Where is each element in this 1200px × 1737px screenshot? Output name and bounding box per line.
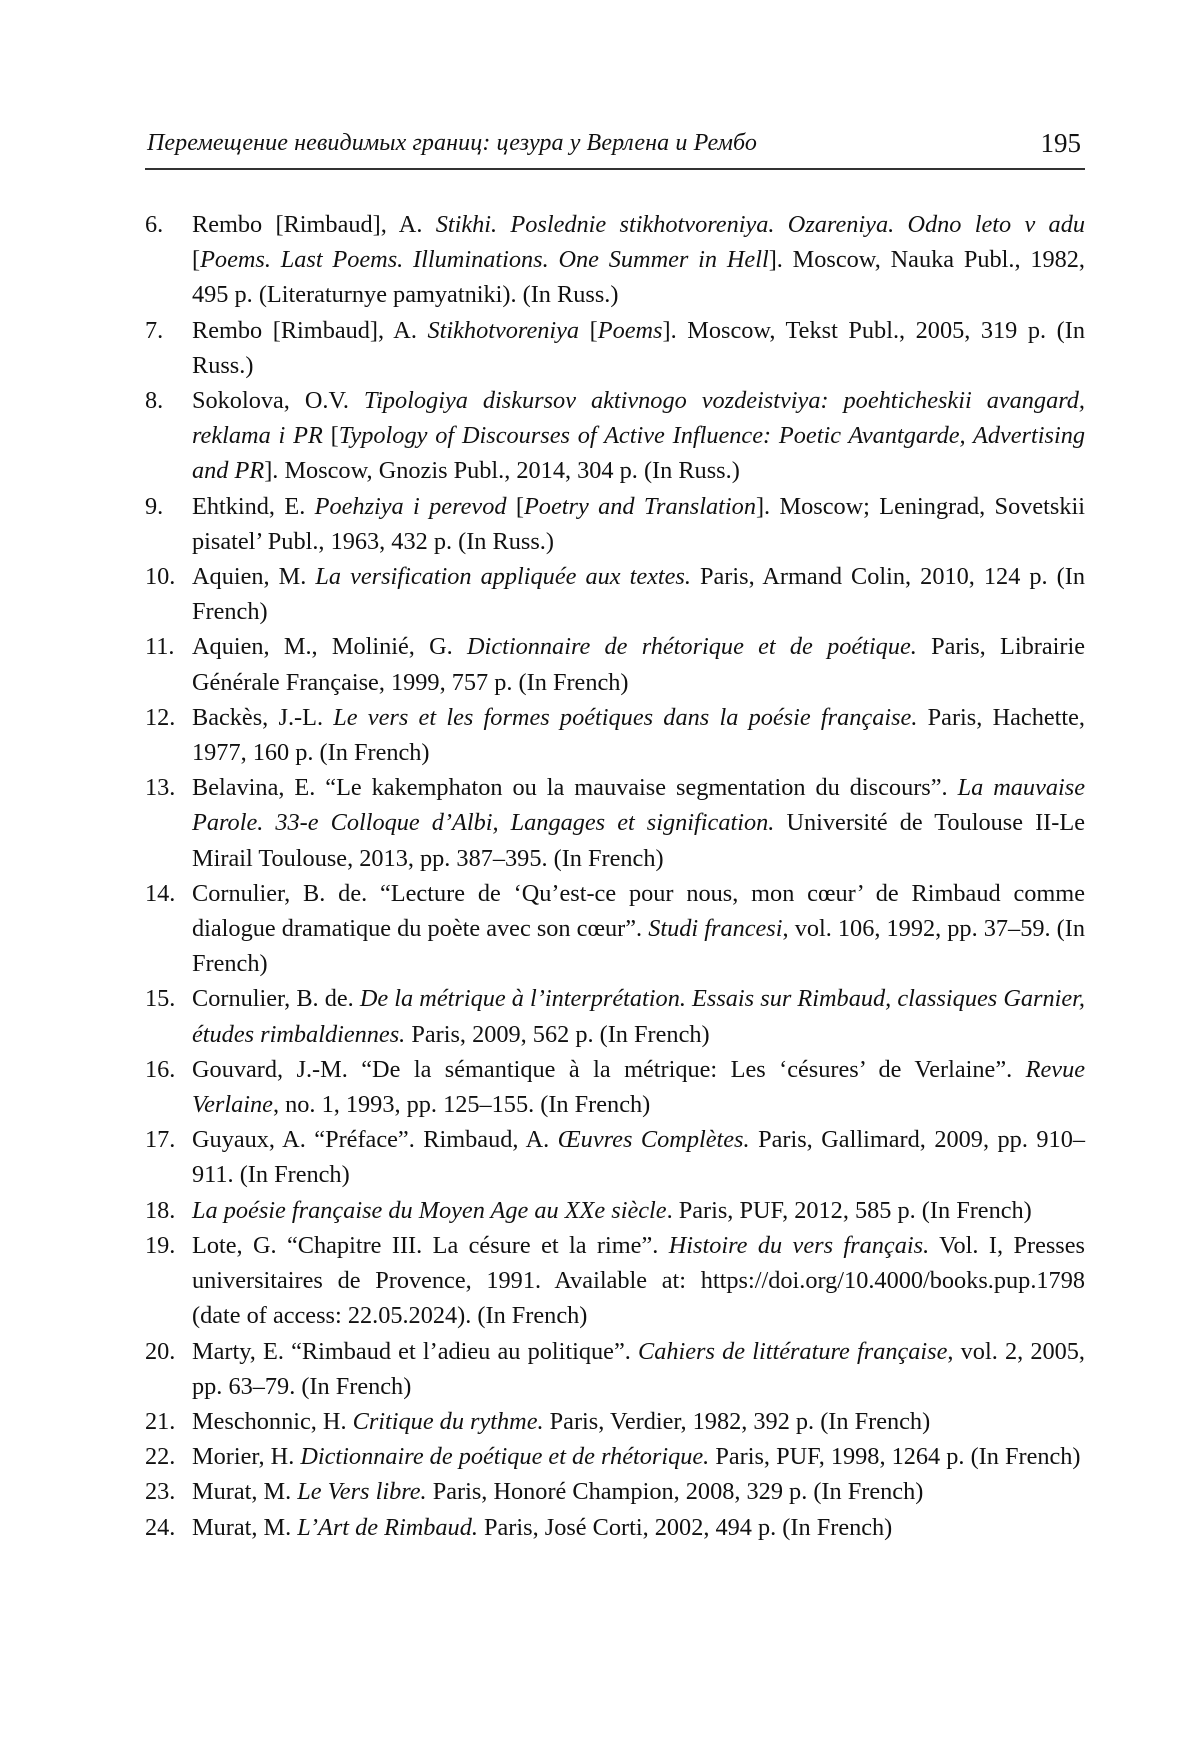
reference-number: 6. <box>145 211 164 238</box>
reference-item <box>145 700 1085 770</box>
reference-text <box>192 1439 1085 1474</box>
reference-text-segment: Paris, José Corti, 2002, 494 p. (In French) <box>477 1513 893 1541</box>
reference-text <box>192 1193 1085 1228</box>
reference-item <box>145 1334 1085 1404</box>
page-number: 195 <box>1040 128 1081 158</box>
reference-title-italic: Œuvres Complètes. <box>557 1126 750 1154</box>
running-header <box>145 128 1085 170</box>
reference-text-segment: ]. Moscow, Gnozis Publ., 2014, 304 p. (In Russ.) <box>264 457 740 485</box>
reference-title-italic: Poems. Last Poems. Illuminations. One Summer in Hell <box>200 246 769 274</box>
reference-text <box>192 1404 1085 1439</box>
reference-title-italic: La poésie française du Moyen Age au XXe siècle <box>192 1196 667 1224</box>
reference-text-segment: Aquien, M. <box>192 563 316 591</box>
reference-text-segment: Guyaux, A. “Préface”. Rimbaud, A. <box>192 1126 558 1154</box>
reference-text-segment: Cornulier, B. de. <box>192 985 360 1013</box>
reference-text-segment: ]. Moscow, Tekst Publ., 2005, 319 p. (In Russ.) <box>192 316 1085 379</box>
reference-text-segment: , no. 1, 1993, pp. 125–155. (In French) <box>272 1091 651 1119</box>
reference-text <box>192 629 1085 699</box>
reference-text-segment: . Paris, PUF, 2012, 585 p. (In French) <box>666 1196 1032 1224</box>
reference-item <box>145 770 1085 876</box>
reference-text <box>192 1474 1085 1509</box>
reference-number: 17. <box>145 1126 176 1154</box>
reference-text <box>192 489 1085 559</box>
reference-text-segment: Lote, G. “Chapitre III. La césure et la rime”. <box>192 1231 669 1259</box>
reference-item <box>145 559 1085 629</box>
reference-title-italic: Le vers et les formes poétiques dans la poésie française. <box>333 703 918 731</box>
reference-item <box>145 1474 1085 1509</box>
reference-text-segment: Paris, Armand Colin, 2010, 124 p. (In French) <box>192 563 1085 626</box>
reference-number: 13. <box>145 774 176 802</box>
reference-item <box>145 981 1085 1051</box>
reference-item <box>145 1193 1085 1228</box>
reference-title-italic: Tipologiya diskursov aktivnogo vozdeistviya: poehticheskii avangard, reklama i PR <box>192 387 1085 450</box>
reference-title-italic: Dictionnaire de rhétorique et de poétique. <box>467 633 917 661</box>
reference-number: 10. <box>145 563 176 591</box>
reference-text-segment: Paris, Honoré Champion, 2008, 329 p. (In French) <box>426 1478 924 1506</box>
reference-text-segment: Morier, H. <box>192 1443 301 1471</box>
reference-title-italic: Revue Verlaine <box>192 1055 1085 1119</box>
reference-title-italic: Cahiers de littérature française <box>637 1337 948 1365</box>
reference-text <box>192 1122 1085 1192</box>
reference-number: 24. <box>145 1513 176 1541</box>
reference-text-segment: Rembo [Rimbaud], A. <box>192 211 436 238</box>
reference-title-italic: La mauvaise Parole. 33-e Colloque d’Albi, Langages et signification. <box>192 774 1085 837</box>
reference-text <box>192 1510 1085 1545</box>
reference-item <box>145 383 1085 489</box>
reference-text-segment: Paris, Verdier, 1982, 392 p. (In French) <box>543 1407 931 1435</box>
reference-text <box>192 981 1085 1051</box>
reference-number: 21. <box>145 1407 176 1435</box>
reference-text-segment: [ <box>506 492 524 520</box>
reference-text-segment: Backès, J.-L. <box>192 703 334 731</box>
reference-title-italic: Critique du rythme. <box>352 1407 544 1435</box>
reference-number: 9. <box>145 492 164 520</box>
reference-text-segment: Belavina, E. “Le kakemphaton ou la mauvaise segmentation du discours”. <box>192 774 958 802</box>
reference-title-italic: La versification appliquée aux textes. <box>315 563 691 591</box>
reference-text-segment: Paris, Gallimard, 2009, pp. 910–911. (In French) <box>192 1126 1086 1189</box>
reference-text-segment: Ehtkind, E. <box>192 492 315 520</box>
reference-number: 19. <box>145 1231 176 1259</box>
reference-text-segment: Marty, E. “Rimbaud et l’adieu au politique”. <box>192 1337 638 1365</box>
reference-number: 22. <box>145 1443 176 1471</box>
reference-item <box>145 313 1085 383</box>
reference-number: 16. <box>145 1055 176 1083</box>
reference-text-segment: [ <box>579 316 598 344</box>
reference-text-segment: Rembo [Rimbaud], A. <box>192 316 428 344</box>
reference-title-italic: Stikhotvoreniya <box>427 316 580 344</box>
reference-item <box>145 1404 1085 1439</box>
reference-item <box>145 1228 1085 1334</box>
reference-text-segment: Gouvard, J.-M. “De la sémantique à la métrique: Les ‘césures’ de Verlaine”. <box>192 1055 1026 1083</box>
reference-item <box>145 489 1085 559</box>
reference-text <box>192 383 1085 489</box>
reference-text-segment: Université de Toulouse II-Le Mirail Toulouse, 2013, pp. 387–395. (In French) <box>192 809 1085 872</box>
reference-title-italic: Stikhi. Poslednie stikhotvoreniya. Ozareniya. Odno leto v adu <box>435 211 1086 238</box>
reference-text-segment: Paris, PUF, 1998, 1264 p. (In French) <box>709 1443 1081 1471</box>
reference-title-italic: Le Vers libre. <box>297 1478 427 1506</box>
reference-number: 18. <box>145 1196 176 1224</box>
reference-number: 11. <box>145 633 175 661</box>
reference-number: 23. <box>145 1478 176 1506</box>
reference-title-italic: De la métrique à l’interprétation. Essais sur Rimbaud, classiques Garnier, études rimbaldiennes. <box>192 985 1085 1048</box>
reference-title-italic: Typology of Discourses of Active Influence: Poetic Avantgarde, Advertising and PR <box>192 422 1085 485</box>
reference-text <box>192 1228 1085 1334</box>
reference-text-segment: [ <box>322 422 339 450</box>
reference-number: 12. <box>145 703 176 731</box>
reference-list <box>145 207 1085 1545</box>
reference-text-segment: Murat, M. <box>192 1513 298 1541</box>
reference-text-segment: Murat, M. <box>192 1478 298 1506</box>
reference-item <box>145 207 1085 313</box>
reference-text-segment: [ <box>192 246 201 274</box>
reference-text-segment: , vol. 106, 1992, pp. 37–59. (In French) <box>192 915 1085 978</box>
reference-text-segment: Meschonnic, H. <box>192 1407 353 1435</box>
reference-text <box>192 313 1085 383</box>
reference-title-italic: Poems <box>597 316 663 344</box>
reference-text-segment: Sokolova, O.V. <box>192 387 364 415</box>
reference-text <box>192 876 1085 982</box>
reference-title-italic: Histoire du vers français. <box>668 1231 930 1259</box>
reference-number: 14. <box>145 879 176 907</box>
reference-item <box>145 1439 1085 1474</box>
reference-number: 7. <box>145 316 164 344</box>
reference-item <box>145 1510 1085 1545</box>
reference-number: 8. <box>145 387 164 415</box>
reference-text <box>192 1052 1085 1122</box>
reference-text <box>192 1334 1085 1404</box>
reference-text-segment: ]. Moscow, Nauka Publ., 1982, 495 p. (Literaturnye pamyatniki). (In Russ.) <box>192 246 1085 309</box>
reference-text-segment: Aquien, M., Molinié, G. <box>192 633 468 661</box>
reference-text-segment: ]. Moscow; Leningrad, Sovetskii pisatel’ Publ., 1963, 432 p. (In Russ.) <box>192 492 1086 555</box>
reference-title-italic: Studi francesi <box>648 915 783 943</box>
reference-text <box>192 207 1085 313</box>
reference-number: 20. <box>145 1337 176 1365</box>
reference-text-segment: Cornulier, B. de. “Lecture de ‘Qu’est-ce pour nous, mon cœur’ de Rimbaud comme dialogue dramatique du poète avec son cœur”. <box>192 879 1085 943</box>
reference-title-italic: Dictionnaire de poétique et de rhétorique. <box>300 1443 710 1471</box>
reference-text <box>192 559 1085 629</box>
reference-title-italic: L’Art de Rimbaud. <box>297 1513 478 1541</box>
reference-item <box>145 1052 1085 1122</box>
reference-number: 15. <box>145 985 176 1013</box>
reference-text-segment: Paris, Librairie Générale Française, 1999, 757 p. (In French) <box>192 633 1085 696</box>
reference-item <box>145 1122 1085 1192</box>
reference-text-segment: Paris, Hachette, 1977, 160 p. (In French) <box>192 703 1085 767</box>
reference-text-segment: Paris, 2009, 562 p. (In French) <box>405 1020 710 1048</box>
reference-title-italic: Poetry and Translation <box>523 492 756 520</box>
reference-item <box>145 876 1085 982</box>
reference-text <box>192 700 1085 770</box>
reference-item <box>145 629 1085 699</box>
reference-text-segment: , vol. 2, 2005, pp. 63–79. (In French) <box>192 1337 1086 1400</box>
reference-text <box>192 770 1085 876</box>
reference-text-segment: Vol. I, Presses universitaires de Provence, 1991. Available at: https://doi.org/10.4000/books.pup.1798 (date of access: 22.05.2024). (In French) <box>192 1231 1085 1330</box>
running-title: Перемещение невидимых границ: цезура у Верлена и Рембо <box>147 130 757 156</box>
reference-title-italic: Poehziya i perevod <box>314 492 507 520</box>
